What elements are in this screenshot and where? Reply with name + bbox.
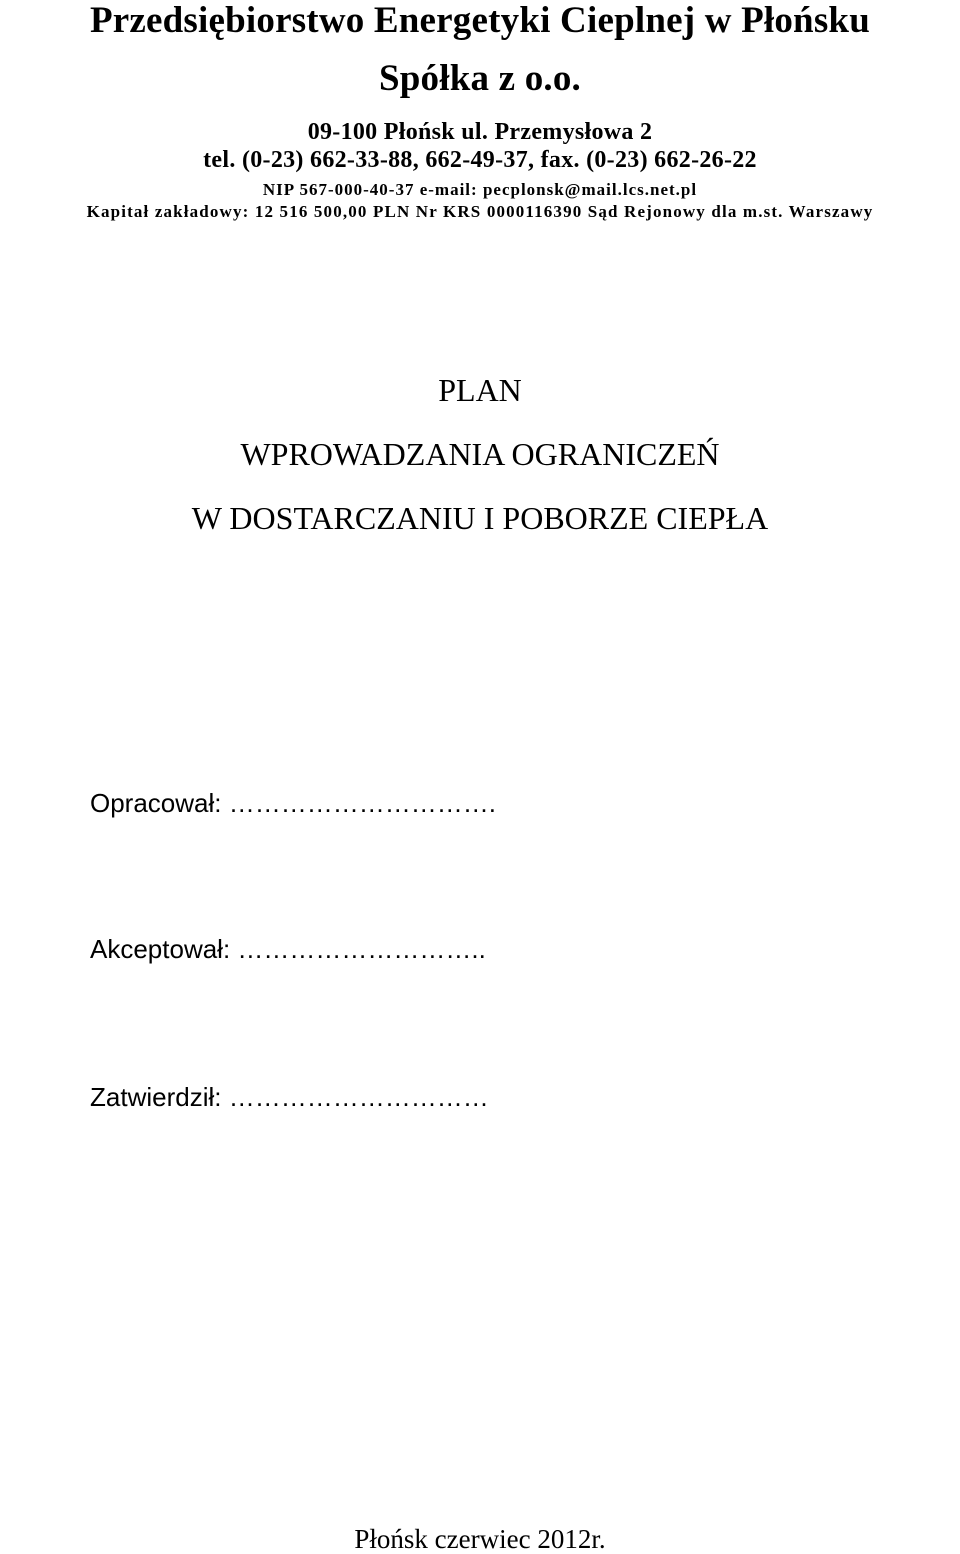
- company-address: 09-100 Płońsk ul. Przemysłowa 2: [307, 119, 653, 145]
- signature-approved: [90, 1084, 489, 1110]
- signature-approved-label: Zatwierdził:: [90, 1082, 222, 1112]
- company-capital-krs: Kapitał zakładowy: 12 516 500,00 PLN Nr KRS 0000116390 Sąd Rejonowy dla m.st. Warszawy: [86, 202, 874, 221]
- signature-approved-dots: …………………………: [221, 1082, 489, 1112]
- signature-accepted-dots: ………………………..: [230, 934, 486, 964]
- signature-accepted: [90, 936, 486, 962]
- company-phone-fax: tel. (0-23) 662-33-88, 662-49-37, fax. (0-23) 662-26-22: [203, 147, 757, 173]
- signature-prepared-dots: ………………………….: [221, 788, 496, 818]
- place-and-date: Płońsk czerwiec 2012r.: [354, 1524, 606, 1554]
- signature-prepared-label: Opracował:: [90, 788, 222, 818]
- company-name: Przedsiębiorstwo Energetyki Cieplnej w Płońsku: [89, 0, 870, 41]
- title-line-3: W DOSTARCZANIU I POBORZE CIEPŁA: [191, 500, 769, 536]
- company-nip-email: NIP 567-000-40-37 e-mail: pecplonsk@mail.lcs.net.pl: [262, 180, 698, 199]
- signature-prepared: [90, 790, 496, 816]
- title-line-2: WPROWADZANIA OGRANICZEŃ: [240, 436, 720, 472]
- company-legal-form: Spółka z o.o.: [378, 58, 582, 99]
- signature-accepted-label: Akceptował:: [90, 934, 231, 964]
- title-line-1: PLAN: [438, 372, 522, 408]
